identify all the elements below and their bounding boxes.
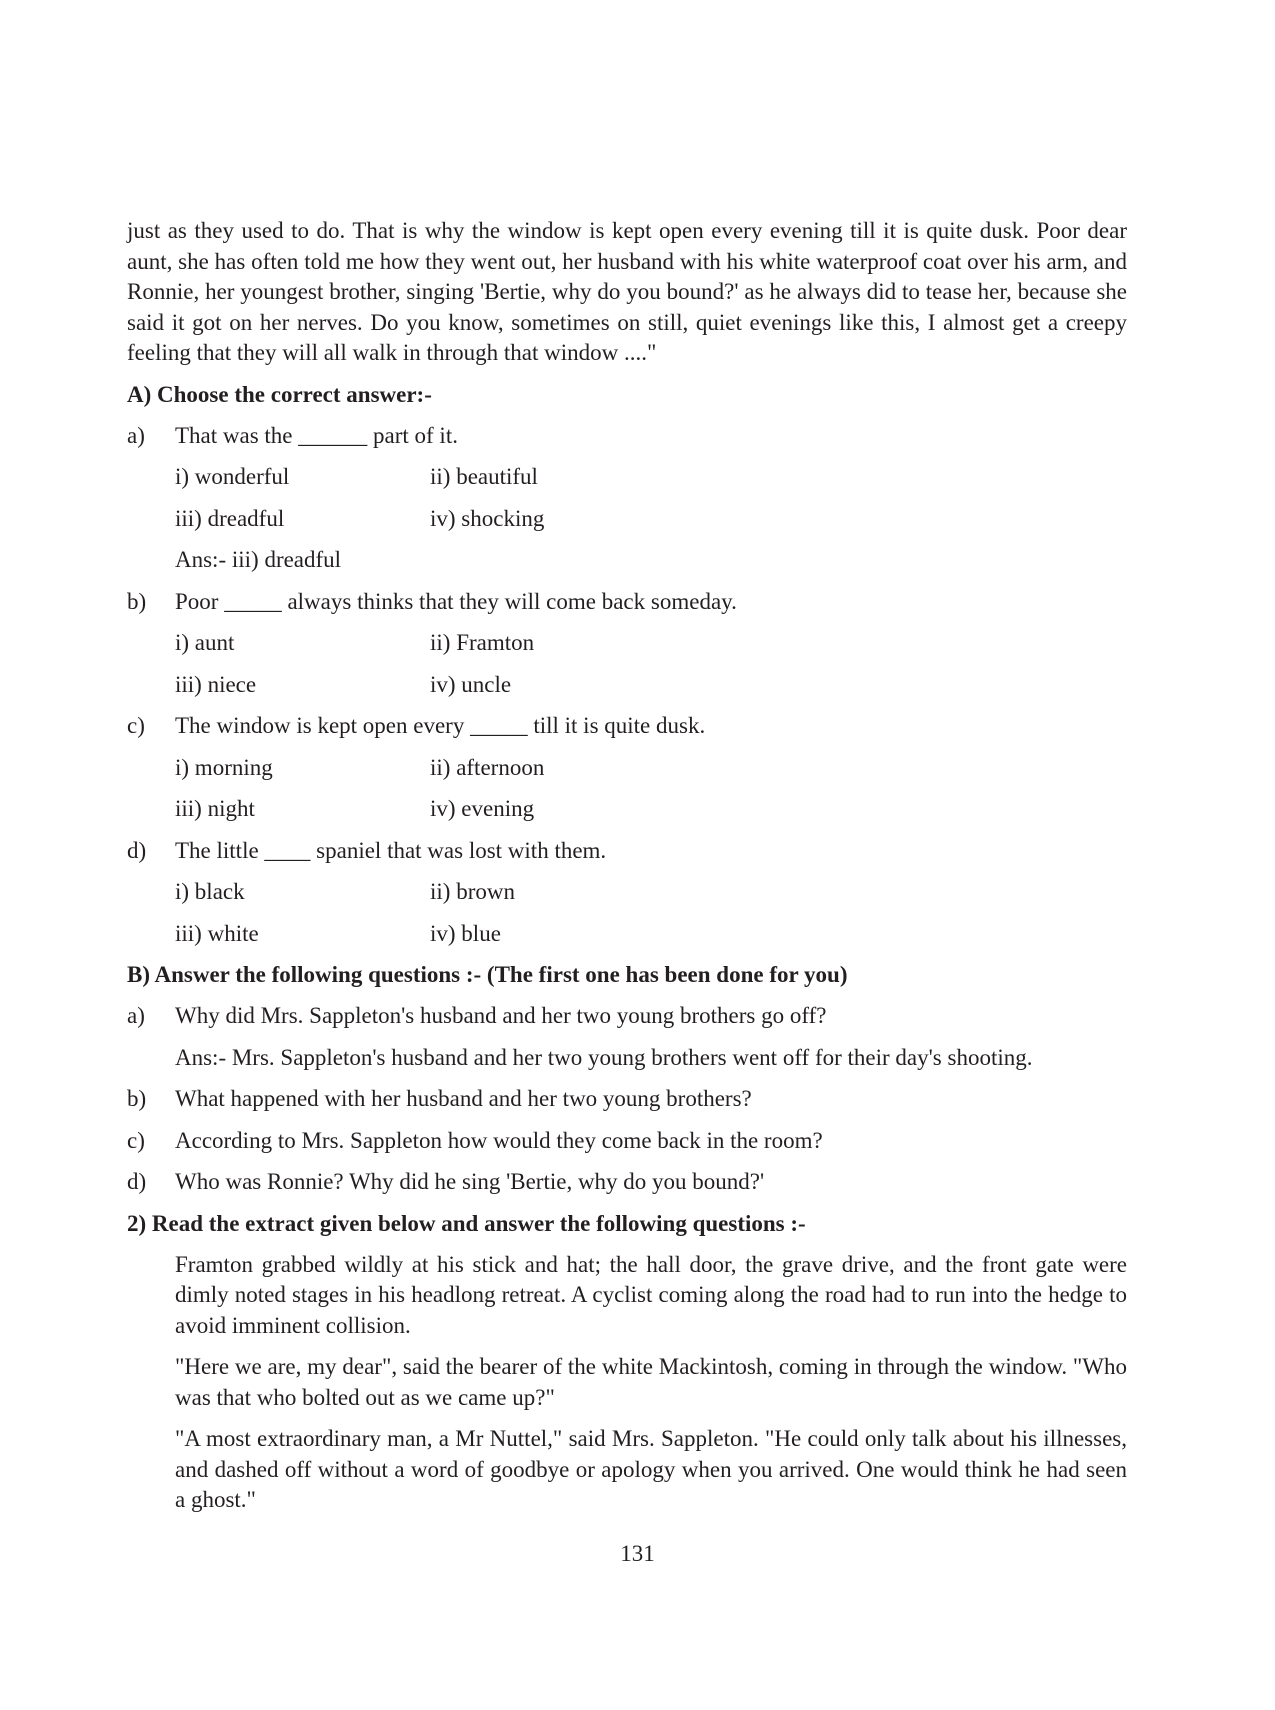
option: iii) white bbox=[175, 920, 259, 946]
question-a-b bbox=[127, 587, 1127, 618]
question-text: According to Mrs. Sappleton how would they come back in the room? bbox=[175, 1127, 823, 1153]
question-b-d bbox=[127, 1167, 1127, 1198]
option: ii) afternoon bbox=[430, 754, 545, 780]
option: i) morning bbox=[175, 754, 273, 780]
answer-text: Ans:- Mrs. Sappleton's husband and her two young brothers went off for their day's shooting. bbox=[175, 1044, 1033, 1070]
question-b-b bbox=[127, 1084, 1127, 1115]
question-a-d bbox=[127, 836, 1127, 867]
option: iii) niece bbox=[175, 671, 257, 697]
option: iv) shocking bbox=[430, 505, 545, 531]
options-row bbox=[175, 877, 1127, 908]
options-row bbox=[175, 504, 1127, 535]
option: ii) beautiful bbox=[430, 464, 538, 489]
question-text: Why did Mrs. Sappleton's husband and her two young brothers go off? bbox=[175, 1003, 827, 1028]
page-number: 131 bbox=[620, 1541, 655, 1566]
options-row bbox=[175, 753, 1127, 784]
option: ii) Framton bbox=[430, 630, 535, 655]
option: iv) evening bbox=[430, 796, 535, 821]
question-letter: a) bbox=[127, 422, 145, 448]
question-letter: a) bbox=[127, 1003, 145, 1028]
options-row bbox=[175, 794, 1127, 825]
question-letter: c) bbox=[127, 1127, 145, 1153]
question-letter: c) bbox=[127, 713, 145, 738]
options-row bbox=[175, 462, 1127, 493]
options-row bbox=[175, 670, 1127, 701]
question-b-a bbox=[127, 1001, 1127, 1032]
question-text: What happened with her husband and her two young brothers? bbox=[175, 1086, 752, 1111]
section-2-heading: 2) Read the extract given below and answer the following questions :- bbox=[127, 1210, 806, 1236]
extract-paragraph: "Here we are, my dear", said the bearer of the white Mackintosh, coming in through the window. "Who was that who bolted out as we came up?" bbox=[175, 1354, 1127, 1410]
section-b-heading: B) Answer the following questions :- (The first one has been done for you) bbox=[127, 962, 848, 987]
question-text: That was the ______ part of it. bbox=[175, 422, 458, 448]
answer-text: Ans:- iii) dreadful bbox=[175, 547, 342, 572]
extract-block bbox=[175, 1250, 1127, 1516]
question-letter: b) bbox=[127, 1086, 147, 1111]
question-a-c bbox=[127, 711, 1127, 742]
options-row bbox=[175, 628, 1127, 659]
question-letter: d) bbox=[127, 837, 147, 863]
option: ii) brown bbox=[430, 879, 515, 904]
extract-paragraph: Framton grabbed wildly at his stick and hat; the hall door, the grave drive, and the front gate were dimly noted stages in his headlong retreat. A cyclist coming along the road had to run into the hedge to avoid imminent collision. bbox=[175, 1251, 1127, 1338]
question-text: The window is kept open every _____ till it is quite dusk. bbox=[175, 713, 706, 738]
question-b-c bbox=[127, 1126, 1127, 1157]
question-text: Poor _____ always thinks that they will come back someday. bbox=[175, 588, 737, 614]
question-letter: d) bbox=[127, 1169, 147, 1194]
question-letter: b) bbox=[127, 588, 147, 614]
option: iii) night bbox=[175, 796, 255, 821]
extract-paragraph: "A most extraordinary man, a Mr Nuttel," said Mrs. Sappleton. "He could only talk about his illnesses, and dashed off without a word of goodbye or apology when you arrived. One would think he had seen a ghost." bbox=[175, 1426, 1127, 1512]
option: iv) uncle bbox=[430, 671, 512, 697]
section-a-heading: A) Choose the correct answer:- bbox=[127, 381, 432, 407]
question-a-a bbox=[127, 421, 1127, 452]
option: iii) dreadful bbox=[175, 505, 285, 531]
option: i) aunt bbox=[175, 630, 235, 655]
option: i) wonderful bbox=[175, 464, 290, 489]
options-row bbox=[175, 919, 1127, 950]
page-content bbox=[127, 216, 1127, 1527]
intro-paragraph: just as they used to do. That is why the window is kept open every evening till it is quite dusk. Poor dear aunt, she has often told me how they went out, her husband with his white waterproof coat over his arm, and Ronnie, her youngest brother, singing 'Bertie, why do you bound?' as he always did to tease her, because she said it got on her nerves. Do you know, sometimes on still, quiet evenings like this, I almost get a creepy feeling that they will all walk in through that window ...." bbox=[127, 218, 1127, 365]
question-text: The little ____ spaniel that was lost with them. bbox=[175, 837, 607, 863]
option: i) black bbox=[175, 879, 245, 904]
question-text: Who was Ronnie? Why did he sing 'Bertie, why do you bound?' bbox=[175, 1169, 765, 1194]
option: iv) blue bbox=[430, 920, 501, 946]
